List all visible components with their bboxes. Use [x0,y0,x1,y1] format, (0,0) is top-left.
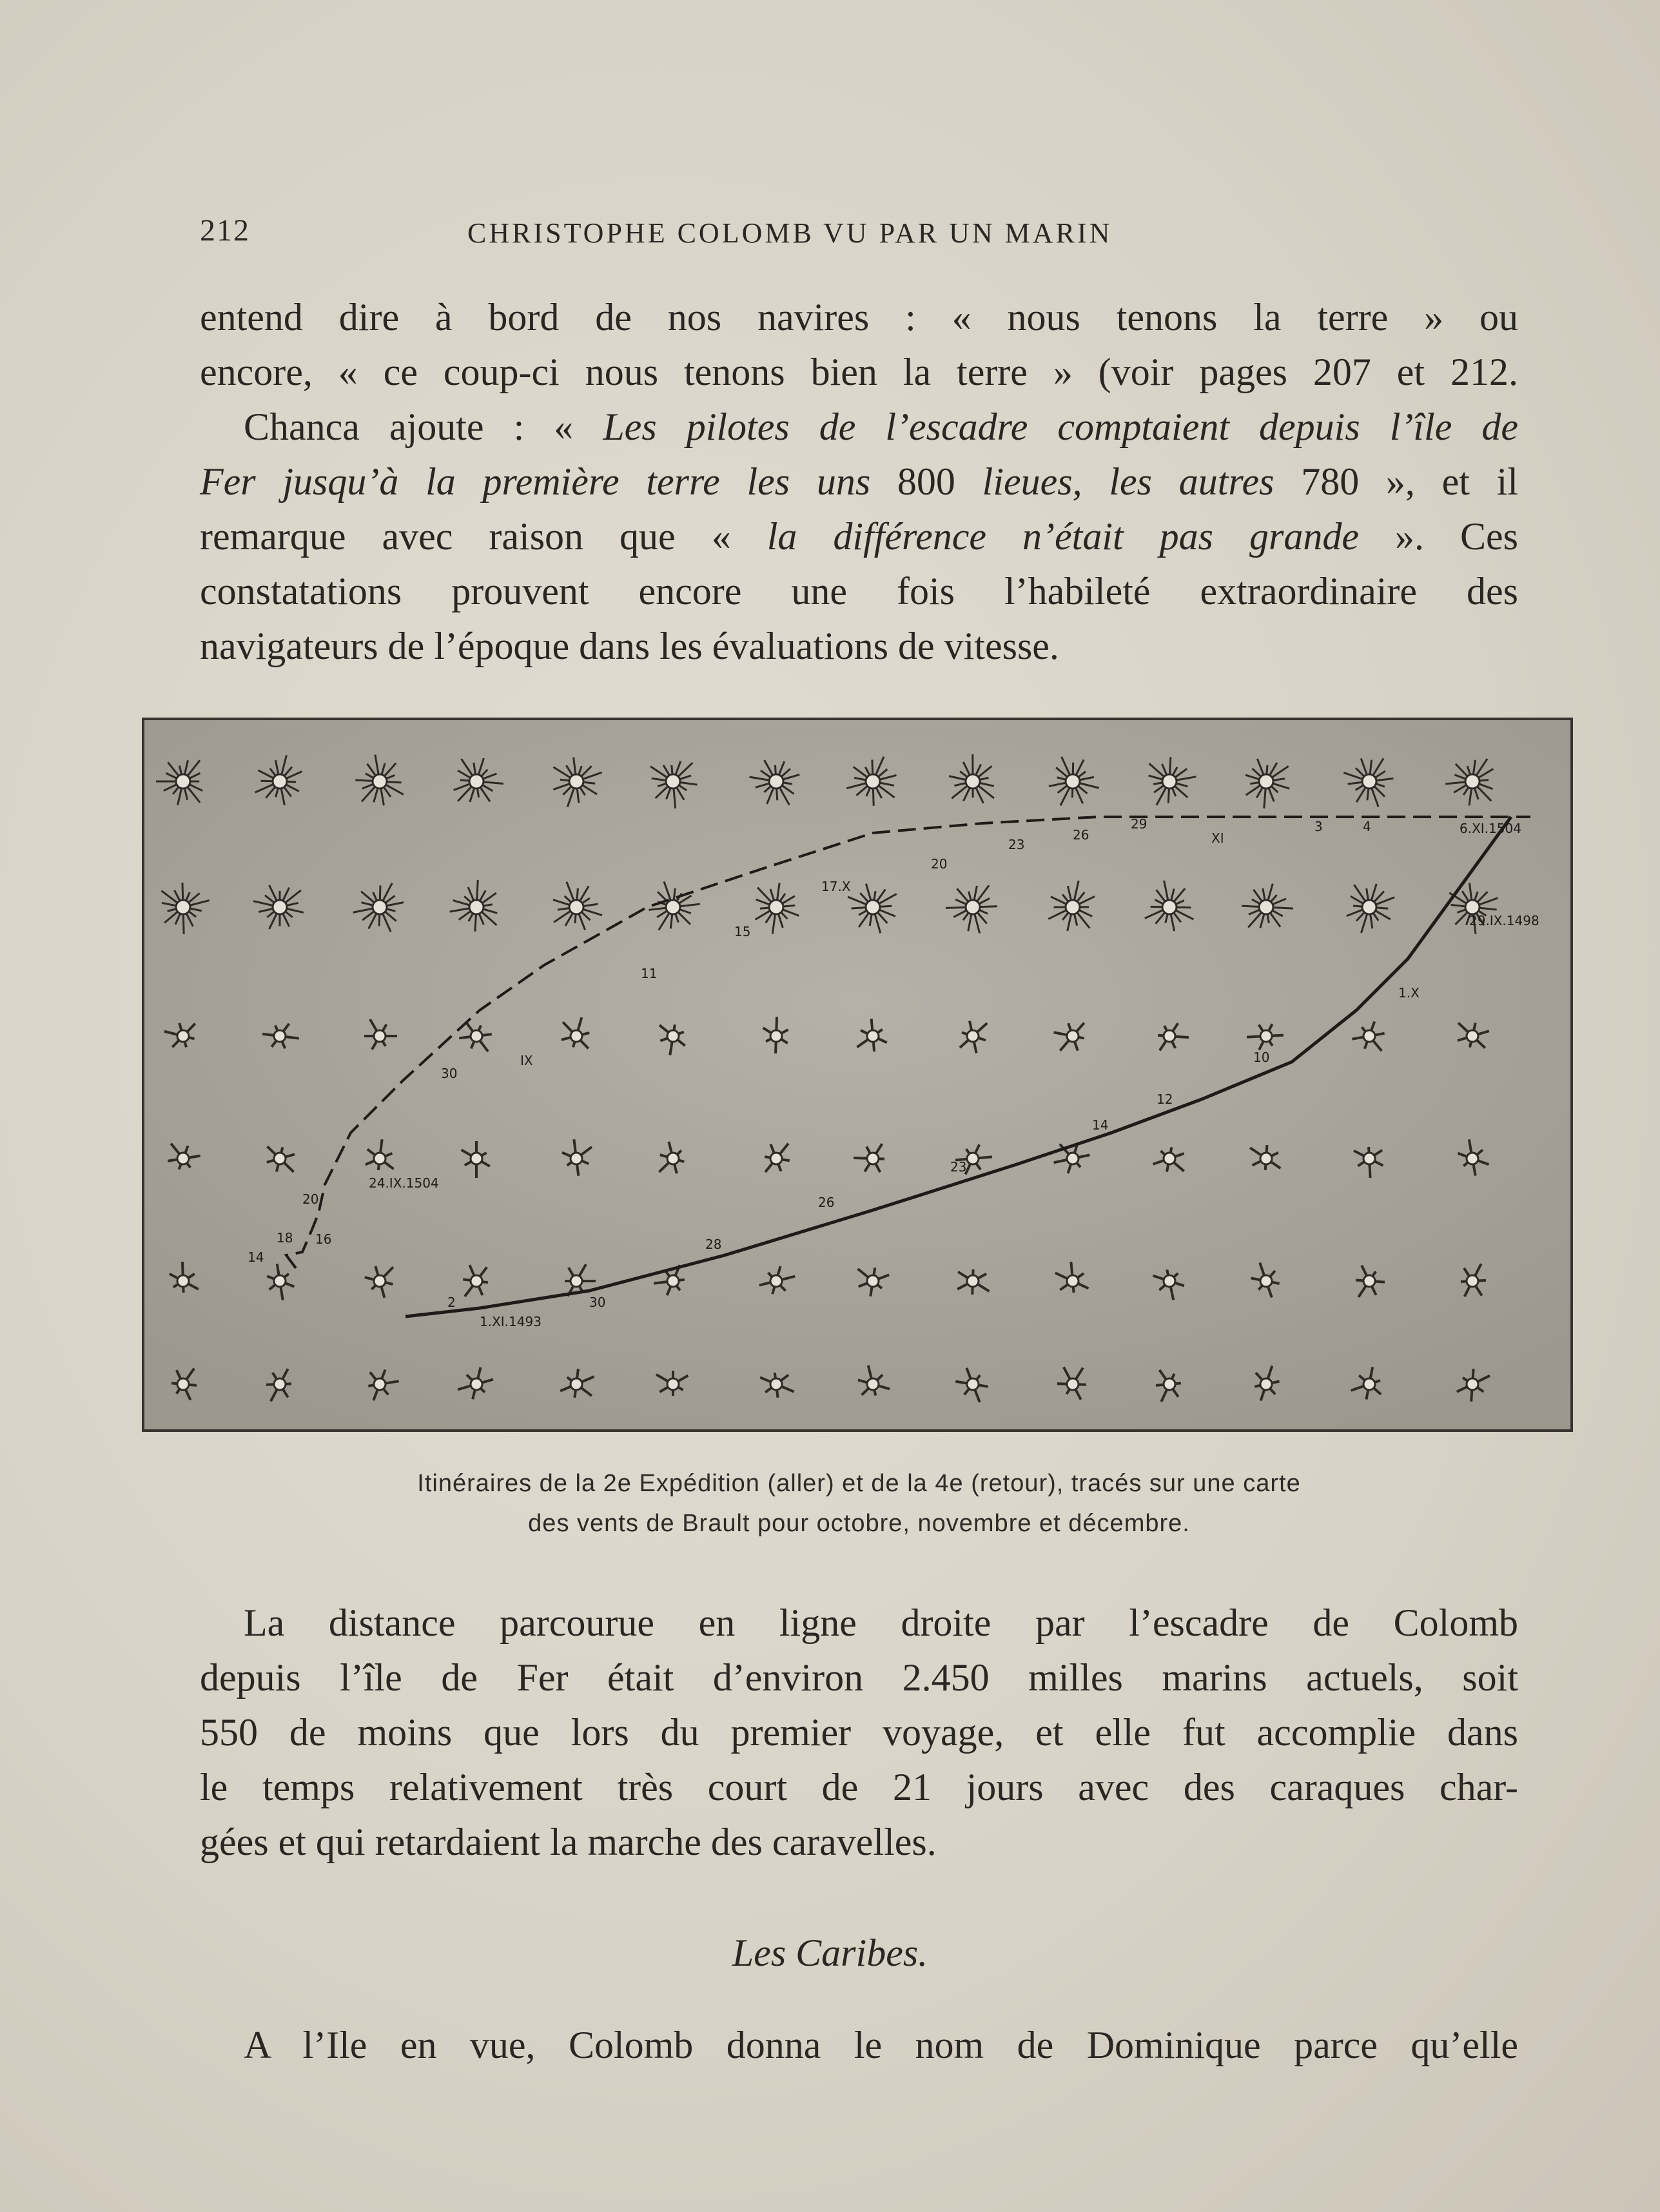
route-label: 26 [1073,827,1089,843]
text-line: 550 de moins que lors du premier voyage, et elle fut accomplie dans [200,1711,1518,1754]
page-number: 212 [200,213,250,248]
text-segment: 800 [870,460,982,503]
route-label: 26 [818,1195,835,1210]
text-line: La distance parcourue en ligne droite par l’escadre de Colomb [244,1601,1518,1644]
outbound-start-label: 1.XI.1493 [480,1314,542,1329]
italic-quote: lieues, les autres [982,460,1274,503]
text-line: depuis l’île de Fer était d’environ 2.450 milles marins actuels, soit [200,1656,1518,1699]
italic-quote: la différence n’était pas grande [767,515,1359,558]
caption-line: des vents de Brault pour octobre, novembre et décembre. [528,1510,1190,1537]
route-label: 29 [1131,816,1147,832]
route-label: 17.X [821,879,851,894]
page-header [200,213,1521,258]
route-label: 14 [248,1249,264,1265]
text-line: encore, « ce coup-ci nous tenons bien la terre » (voir pages 207 et 212. [200,351,1518,393]
route-label: 10 [1253,1050,1270,1065]
text-segment: Chanca ajoute : « [244,406,603,448]
running-title: CHRISTOPHE COLOMB VU PAR UN MARIN [467,217,1113,249]
route-label: 11 [641,966,658,981]
text-segment: remarque avec raison que « [200,515,767,558]
text-line: navigateurs de l’époque dans les évaluations de vitesse. [200,625,1059,667]
route-label: 12 [1157,1091,1173,1107]
return-start-label: 24.IX.1504 [369,1175,439,1191]
text-line [200,509,1518,564]
route-label: 1.X [1398,985,1420,1001]
text-line: entend dire à bord de nos navires : « nous tenons la terre » ou [200,296,1518,338]
text-segment: ». Ces [1359,515,1519,558]
route-label: 30 [441,1066,458,1081]
route-label: 2 [447,1295,456,1310]
figure-caption [200,1463,1518,1543]
paragraph-1 [200,290,1518,674]
paragraph-3 [200,2018,1518,2073]
wind-chart-figure [142,718,1573,1432]
route-label: IX [520,1053,533,1068]
section-heading: Les Caribes. [732,1932,928,1974]
route-label: 28 [705,1237,722,1252]
route-label: 3 [1314,819,1323,834]
wind-chart [144,720,1570,1429]
route-label: 23 [950,1159,967,1175]
route-label: 16 [315,1231,332,1247]
text-line [200,400,1518,455]
chart-background [144,720,1570,1429]
route-label: 30 [589,1295,606,1310]
route-label: 4 [1363,819,1371,834]
route-label: 14 [1092,1117,1109,1133]
route-label: 20 [302,1191,319,1207]
paragraph-2 [200,1596,1518,1870]
route-label: 20 [931,856,948,872]
italic-quote: Fer jusqu’à la première terre les uns [200,460,871,503]
text-line: A l’Ile en vue, Colomb donna le nom de Dominique parce qu’elle [244,2024,1518,2066]
outbound-end-label: 29.IX.1498 [1469,913,1539,928]
text-segment: 780 », et il [1274,460,1519,503]
text-line: le temps relativement très court de 21 jours avec des caraques char- [200,1766,1518,1808]
route-label: XI [1211,830,1224,846]
route-label: 15 [734,924,751,939]
route-label: 23 [1008,837,1025,852]
route-label: 18 [277,1230,293,1246]
text-line [200,455,1518,509]
text-line: constatations prouvent encore une fois l’habileté extraordinaire des [200,570,1518,612]
caption-line: Itinéraires de la 2e Expédition (aller) et de la 4e (retour), tracés sur une carte [417,1470,1301,1497]
italic-quote: Les pilotes de l’escadre comptaient depuis l’île de [603,406,1519,448]
text-line: gées et qui retardaient la marche des caravelles. [200,1821,937,1863]
return-end-label: 6.XI.1504 [1460,821,1521,836]
